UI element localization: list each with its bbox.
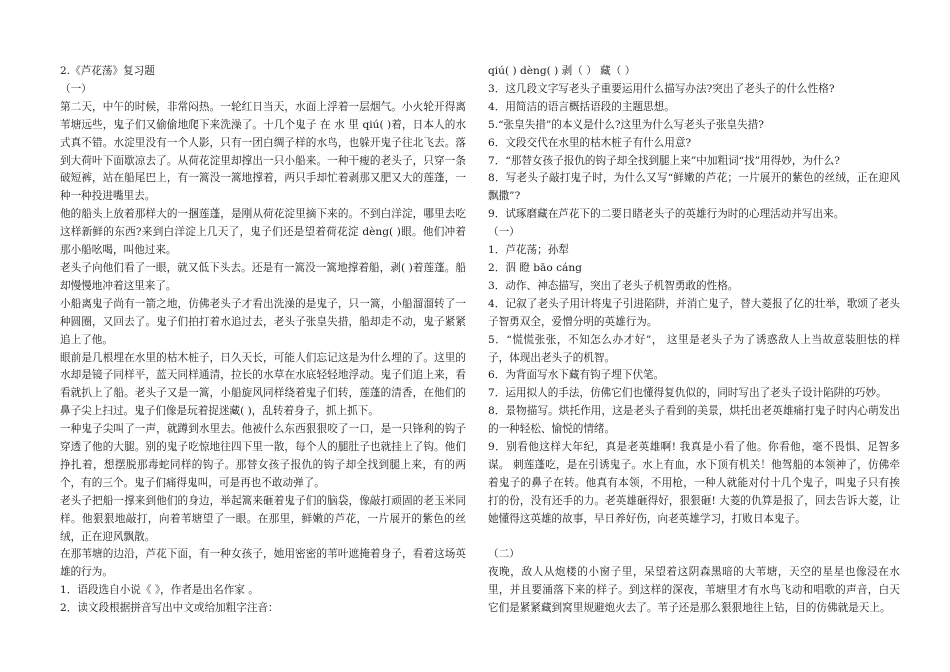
answer-item: 7．运用拟人的手法，仿佛它们也懂得复仇似的，同时写出了老头子设计陷阱的巧妙。 [488, 387, 887, 400]
question-item: 8．写老头子敲打鬼子时，为什么又写“鲜嫩的芦花；一片展开的紫色的丝绒，正在迎风飘撒”? [488, 172, 900, 203]
passage-paragraph: 老头子把船一撑来到他们的身边，举起篙来砸着鬼子们的脑袋，像敲打顽固的老玉米同样。他狠狠地敲打，向着苇塘望了一眼。在那里，鲜嫩的芦花，一片展开的紫色的丝绒，正在迎风飘散。 [60, 494, 466, 543]
answer-item: 8．景物描写。烘托作用，这是老头子看到的美景，烘托出老英雄痛打鬼子时内心萌发出的一种轻松、愉悦的情绪。 [488, 405, 900, 436]
question-item: 9．试琢磨藏在芦花下的二要日睹老头子的英雄行为时的心理活动并写出来。 [488, 208, 845, 221]
passage-paragraph: 眼前是几根埋在水里的枯木桩子，日久天长，可能人们忘记这是为什么埋的了。这里的水却是镜子同样平，蓝天同样通清，拉长的水草在水底轻轻地浮动。鬼子们追上来，看看就扒上了船。老头子又是一篙，小船旋风同样绕着鬼子们转，莲蓬的清香，在他们的鼻子尖上扫过。鬼子们像是玩着捉迷藏( )，乱转着身子，抓上抓下。 [60, 351, 466, 418]
section-heading: （一） [60, 82, 92, 95]
blank-line [488, 529, 900, 547]
doc-title: 2.《芦花荡》复习题 [60, 65, 155, 77]
answer-item: 3．动作、神态描写，突出了老头子机智勇敢的性格。 [488, 279, 739, 292]
passage-paragraph: 第二天，中午的时候，非常闷热。一轮红日当天，水面上浮着一层烟气。小火轮开得离苇塘远些，鬼子们又偷偷地爬下来洗澡了。十几个鬼子 在 水 里 qiú( )着，日本人的水式真不错。水淀里没有一个人影，只有一团白绸子样的水鸟，也躲开鬼子往北飞去。落到大荷叶下面歇凉去了。从荷花淀里却撑出一只小船来。一种干瘦的老头子，只穿一条破短裤，站在船尾巴上，有一篙没一篙地撑着，两只手却忙着剥那又肥又大的莲蓬，一种一种投进嘴里去。 [60, 100, 466, 203]
left-column [60, 63, 466, 618]
question-item: 2．读文段根据拼音写出中文或给加粗字注音： [60, 602, 279, 615]
question-item: 3．这几段文字写老头子重要运用什么描写办法?突出了老头子的什么性格? [488, 82, 835, 95]
passage-paragraph: 夜晚，敌人从炮楼的小窗子里，呆望着这阴森黑暗的大苇塘，天空的星星也像浸在水里，并且要涌落下来的样子。到这样的深夜，苇塘里才有水鸟飞动和唱歌的声音，白天它们是紧紧藏到窝里规避炮火去了。苇子还是那么狠狠地往上钻，目的仿佛就是天上。 [488, 566, 900, 615]
question-item: 4．用简洁的语言概括语段的主题思想。 [488, 100, 675, 113]
pinyin-answer-line: qiú( ) dèng( ) 剥（ ） 藏（ ） [488, 65, 636, 77]
question-item: 5.“张皇失措”的本义是什么?这里为什么写老头子张皇失措? [488, 118, 764, 131]
passage-paragraph: 老头子向他们看了一眼，就又低下头去。还是有一篙没一篙地撑着船，剥( )着莲蓬。船却慢慢地冲着这里来了。 [60, 261, 466, 292]
passage-paragraph: 一种鬼子尖叫了一声，就蹲到水里去。他被什么东西狠狠咬了一口，是一只锋利的钩子穿透了他的大腿。别的鬼子吃惊地往四下里一散，每个人的腿肚子也就挂上了钩。他们挣扎着，想摆脱那毒蛇同样的钩子。那替女孩子报仇的钩子却全找到腿上来，有的两个，有的三个。鬼子们痛得鬼叫，可是再也不敢动弹了。 [60, 423, 466, 489]
section-heading: （二） [488, 548, 520, 561]
answer-item: 6．为背面写水下藏有钩子埋下伏笔。 [488, 369, 665, 382]
question-item: 6．文段交代在水里的枯木桩子有什么用意? [488, 136, 692, 149]
answer-item: 4．记叙了老头子用计将鬼子引进陷阱，并消亡鬼子，替大菱报了亿的壮举，歌颂了老头子智勇双全，爱憎分明的英雄行为。 [488, 297, 900, 328]
answer-item: 5．“慌慌张张，不知怎么办才好”， 这里是老头子为了诱惑敌人上当故意装胆怯的样子，体现出老头子的机智。 [488, 333, 900, 364]
right-column [488, 63, 900, 618]
answer-section-heading: （一） [488, 226, 520, 239]
passage-paragraph: 在那苇塘的边沿，芦花下面，有一种女孩子，她用密密的苇叶遮掩着身子，看着这场英雄的行为。 [60, 548, 466, 579]
question-item: 1．语段选自小说《 》，作者是出名作家 。 [60, 584, 259, 597]
passage-paragraph: 小船离鬼子尚有一箭之地，仿佛老头子才看出洗澡的是鬼子，只一篙，小船溜溜转了一种圆圈，又回去了。鬼子们拍打着水追过去，老头子张皇失措，船却走不动，鬼子紧紧追上了他。 [60, 297, 466, 346]
passage-paragraph: 他的船头上放着那样大的一捆莲蓬，是刚从荷花淀里摘下来的。不到白洋淀，哪里去吃这样新鲜的东西?来到白洋淀上几天了，鬼子们还是望着荷花淀 dèng( )眼。他们冲着那小船吆喝，叫他过来。 [60, 208, 466, 257]
answer-item: 1．芦花荡；孙犁 [488, 244, 569, 257]
answer-item: 9．别看他这样大年纪，真是老英雄啊! 我真是小看了他。你看他，毫不畏惧、足智多谋。 刺莲蓬吃，是在引诱鬼子。水上有血，水下顶有机关！他驾船的本领神了，仿佛牵着鬼子的鼻子在转。他真有本领，不用枪，一种人就能对付十几个鬼子，叫鬼子只有挨打的份，没有还手的力。老英雄砸得好，狠狠砸! 大菱的仇算是报了，回去告诉大菱，让她懂得这英雄的故事，早日养好伤，向老英雄学习，打败日本鬼子。 [488, 441, 900, 525]
answer-item: 2．泅 瞪 bāo cáng [488, 261, 582, 274]
question-item: 7．“那替女孩子报仇的钩子却全找到腿上来”中加粗词“找”用得妙，为什么? [488, 154, 840, 167]
